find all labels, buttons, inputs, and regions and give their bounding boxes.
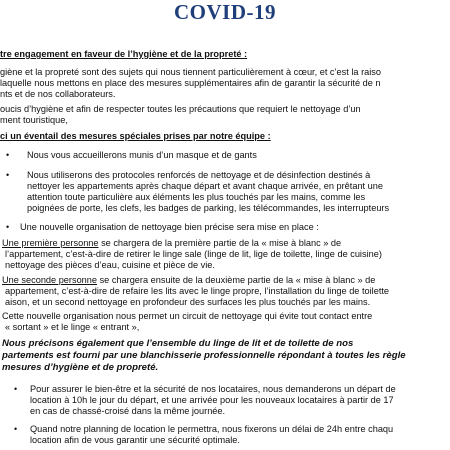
section-heading-measures: ci un éventail des mesures spéciales prises par notre équipe : — [0, 131, 271, 141]
first-person-line: nettoyage des pièces d’eau, cuisine et pièce de vie. — [5, 260, 215, 270]
laundry-statement: mesures d’hygiène et de propreté. — [2, 362, 159, 373]
second-person-text: se chargera ensuite de la deuxième partie de la « mise à blanc » de — [97, 275, 376, 285]
bullet-marker: • — [14, 384, 18, 394]
laundry-statement: Nous précisons également que l’ensemble du linge de lit et de toilette de nos — [2, 338, 354, 349]
first-person-line: l’appartement, c’est-à-dire de retirer le linge sale (linge de lit, lige de toilette, linge de cuisine) — [5, 249, 382, 259]
bullet-item-delay: location afin de vous garantir une sécurité optimale. — [30, 435, 240, 445]
bullet-marker: • — [6, 170, 10, 180]
bullet-item-schedule: location à 10h le jour du départ, et une arrivée pour les nouveaux locataires à partir de 17 — [30, 395, 394, 405]
bullet-item-mask: Nous vous accueillerons munis d’un masque et de gants — [27, 150, 257, 160]
laundry-statement: partements est fourni par une blanchisserie professionnelle répondant à toutes les règle — [2, 350, 406, 361]
bullet-item-schedule: en cas de chassé-croisé dans la même journée. — [30, 406, 226, 416]
bullet-item-protocols: Nous utiliserons des protocoles renforcés de nettoyage et de désinfection destinés à — [27, 170, 371, 180]
first-person-line — [2, 238, 341, 249]
bullet-item-protocols: poignées de porte, les clefs, les badges de parking, les télécommandes, les interrupteurs — [27, 203, 390, 213]
bullet-item-protocols: nettoyer les appartements après chaque départ et avant chaque arrivée, en prêtant une — [27, 181, 383, 191]
second-person-line: appartement, c’est-à-dire de refaire les lits avec le linge propre, l’installation du linge de toilette — [5, 286, 390, 296]
intro2-line: oucis d’hygiène et afin de respecter toutes les précautions que requiert le nettoyage d’un — [0, 104, 361, 114]
circuit-line: Cette nouvelle organisation nous permet un circuit de nettoyage qui évite tout contact entre — [2, 311, 373, 321]
bullet-marker: • — [6, 222, 10, 232]
second-person-line — [2, 275, 375, 286]
bullet-marker: • — [6, 150, 10, 160]
intro2-line: ment touristique, — [0, 115, 68, 125]
bullet-item-protocols: attention toute particulière aux éléments les plus touchés par les mains, comme les — [27, 192, 366, 202]
bullet-item-organisation: Une nouvelle organisation de nettoyage bien précise sera mise en place : — [20, 222, 319, 232]
heading-text: tre engagement en faveur de l’hygiène et de la propreté : — [0, 49, 248, 59]
bullet-item-delay: Quand notre planning de location le permettra, nous fixerons un délai de 24h entre chaqu — [30, 424, 394, 434]
bullet-marker: • — [14, 424, 18, 434]
intro-line: nts et de nos collaborateurs. — [0, 89, 116, 99]
circuit-line: « sortant » et le linge « entrant », — [5, 322, 140, 332]
intro-line: laquelle nous mettons en place des mesures supplémentaires afin de garantir la sécurité de n — [0, 78, 381, 88]
intro-line: giène et la propreté sont des sujets qui nous tiennent particulièrement à cœur, et c’est la raiso — [0, 67, 381, 77]
second-person-line: aison, et un second nettoyage en profondeur des surfaces les plus touchés par les mains. — [5, 297, 371, 307]
bullet-item-schedule: Pour assurer le bien-être et la sécurité de nos locataires, nous demanderons un départ de — [30, 384, 396, 394]
section-heading-hygiene — [0, 49, 247, 60]
first-person-text: se chargera de la première partie de la « mise à blanc » de — [98, 238, 342, 248]
page-title: COVID-19 — [174, 0, 276, 24]
second-person-label: Une seconde personne — [2, 275, 98, 285]
first-person-label: Une première personne — [2, 238, 99, 248]
